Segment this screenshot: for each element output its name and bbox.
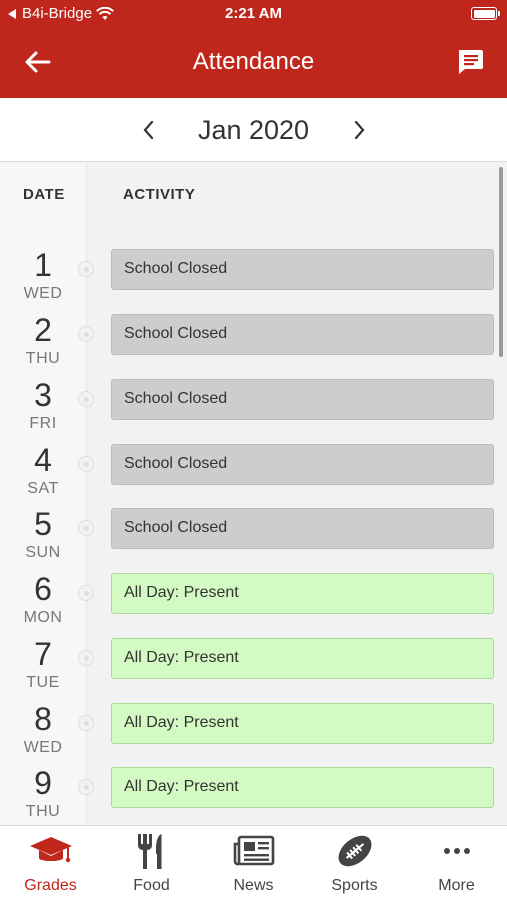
- day-number: 9: [34, 765, 52, 801]
- list-item: [0, 444, 507, 509]
- tab-label: Grades: [24, 877, 77, 894]
- activity-card[interactable]: All Day: Present: [111, 767, 494, 808]
- app-header: [0, 0, 507, 98]
- list-item: [0, 379, 507, 444]
- page-title: Attendance: [192, 48, 315, 75]
- timeline-dot-icon: [78, 585, 94, 601]
- activity-card[interactable]: School Closed: [111, 379, 494, 420]
- list-item: [0, 767, 507, 825]
- battery-icon: [471, 7, 497, 20]
- fork-knife-icon: [135, 832, 169, 870]
- list-item: [0, 638, 507, 703]
- scrollbar[interactable]: [499, 167, 503, 357]
- timeline-dot-icon: [78, 326, 94, 342]
- day-of-week: THU: [25, 803, 61, 820]
- list-item: [0, 249, 507, 314]
- tab-news[interactable]: [203, 826, 304, 900]
- newspaper-icon: [233, 835, 275, 867]
- activity-card[interactable]: School Closed: [111, 444, 494, 485]
- month-label: Jan 2020: [197, 115, 310, 145]
- graduation-cap-icon: [29, 835, 73, 867]
- day-number: 8: [34, 701, 52, 737]
- list-item: [0, 703, 507, 768]
- tab-label: More: [438, 877, 475, 894]
- activity-card[interactable]: School Closed: [111, 508, 494, 549]
- activity-card[interactable]: School Closed: [111, 249, 494, 290]
- attendance-list[interactable]: [0, 163, 507, 825]
- status-bar: [0, 0, 507, 28]
- list-item: [0, 508, 507, 573]
- more-dots-icon: [442, 846, 472, 856]
- messages-button[interactable]: [455, 47, 485, 77]
- day-number: 4: [34, 442, 52, 478]
- activity-card[interactable]: School Closed: [111, 314, 494, 355]
- tab-more[interactable]: [406, 826, 507, 900]
- activity-card[interactable]: All Day: Present: [111, 573, 494, 614]
- day-of-week: WED: [23, 739, 63, 756]
- timeline-dot-icon: [78, 456, 94, 472]
- day-number: 1: [34, 247, 52, 283]
- date-column-header: DATE: [23, 186, 65, 203]
- day-of-week: WED: [23, 285, 63, 302]
- carrier-label: B4i-Bridge: [22, 5, 93, 22]
- activity-card[interactable]: All Day: Present: [111, 638, 494, 679]
- tab-label: News: [233, 877, 274, 894]
- tab-label: Sports: [331, 877, 378, 894]
- timeline-dot-icon: [78, 261, 94, 277]
- day-number: 3: [34, 377, 52, 413]
- list-item: [0, 314, 507, 379]
- day-of-week: SUN: [25, 544, 61, 561]
- activity-column-header: ACTIVITY: [123, 186, 196, 203]
- tab-label: Food: [133, 877, 170, 894]
- tab-food[interactable]: [101, 826, 202, 900]
- chevron-right-icon: [348, 118, 370, 142]
- timeline-dot-icon: [78, 779, 94, 795]
- timeline-dot-icon: [78, 715, 94, 731]
- tab-sports[interactable]: [304, 826, 405, 900]
- day-number: 2: [34, 312, 52, 348]
- month-navigator: [0, 98, 507, 162]
- day-of-week: FRI: [29, 415, 57, 432]
- next-month-button[interactable]: [348, 118, 370, 142]
- chat-icon: [455, 47, 485, 77]
- timeline-dot-icon: [78, 650, 94, 666]
- day-number: 6: [34, 571, 52, 607]
- football-icon: [335, 831, 375, 871]
- day-of-week: TUE: [26, 674, 60, 691]
- tab-grades[interactable]: [0, 826, 101, 900]
- timeline-dot-icon: [78, 520, 94, 536]
- tab-bar: [0, 825, 507, 900]
- activity-card[interactable]: All Day: Present: [111, 703, 494, 744]
- day-number: 7: [34, 636, 52, 672]
- day-number: 5: [34, 506, 52, 542]
- day-of-week: MON: [23, 609, 63, 626]
- day-of-week: SAT: [27, 480, 59, 497]
- list-item: [0, 573, 507, 638]
- status-time: 2:21 AM: [225, 5, 282, 22]
- timeline-dot-icon: [78, 391, 94, 407]
- day-of-week: THU: [25, 350, 61, 367]
